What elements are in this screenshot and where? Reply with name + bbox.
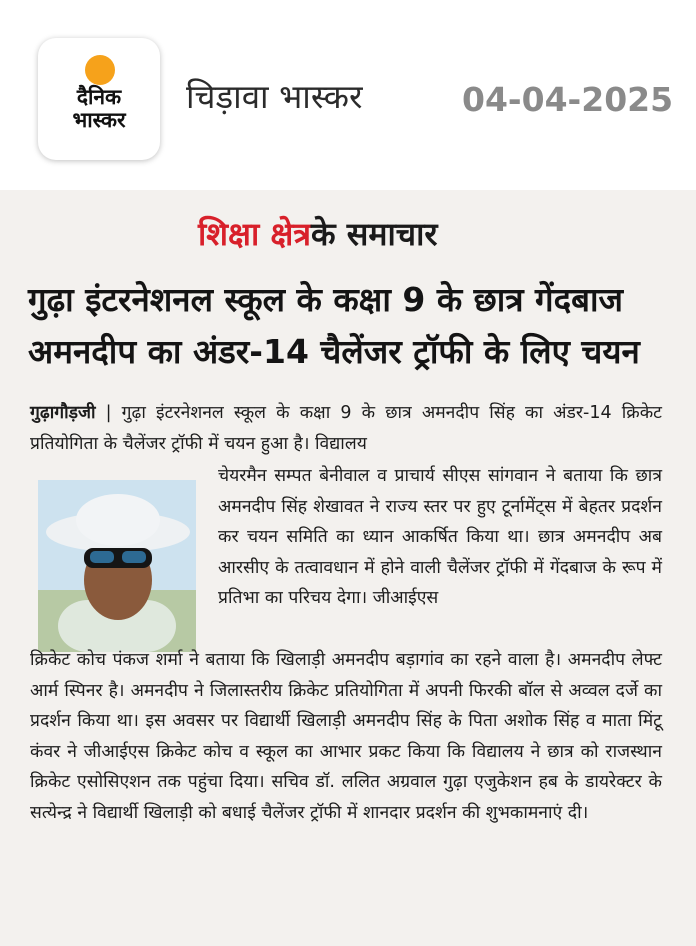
logo-text-line2: भास्कर: [72, 108, 126, 132]
section-heading-red: शिक्षा क्षेत्र: [198, 215, 312, 253]
app-header: [0, 0, 696, 190]
article-paragraph-3: क्रिकेट कोच पंकज शर्मा ने बताया कि खिलाड़ी अमनदीप बड़ागांव का रहने वाला है। अमनदीप लेफ्ट आर्म स्पिनर है। अमनदीप ने जिलास्तरीय क्रिकेट प्रतियोगिता में अपनी फिरकी बॉल से अव्वल दर्जे का प्रदर्शन किया था। इस अवसर पर विद्यार्थी खिलाड़ी अमनदीप सिंह के पिता अशोक सिंह व माता मिंटू कंवर ने जीआईएस क्रिकेट कोच व स्कूल का आभार प्रकट किया कि विद्यालय ने छात्र को राजस्थान क्रिकेट एसोसिएशन तक पहुंचा दिया। सचिव डॉ. ललित अग्रवाल गुढ़ा एजुकेशन हब के डायरेक्टर के सत्येन्द्र ने विद्यार्थी खिलाड़ी को बधाई चैलेंजर ट्रॉफी में शानदार प्रदर्शन की शुभकामनाएं दी।: [30, 650, 662, 823]
paragraph-1-text: | गुढ़ा इंटरनेशनल स्कूल के कक्षा 9 के छात्र अमनदीप सिंह का अंडर-14 क्रिकेट प्रतियोगिता के चैलेंजर ट्रॉफी में चयन हुआ है। विद्यालय: [30, 403, 662, 454]
newspaper-clipping: [0, 190, 696, 946]
sun-icon: [85, 55, 115, 85]
article-paragraph-1: [30, 398, 662, 459]
article-paragraph-2: चेयरमैन सम्पत बेनीवाल व प्राचार्य सीएस सांगवान ने बताया कि छात्र अमनदीप सिंह शेखावत ने राज्य स्तर पर हुए टूर्नामेंट्स में बेहतर प्रदर्शन कर चयन समिति का ध्यान आकर्षित किया था। छात्र अमनदीप अब आरसीए के तत्वावधान में होने वाली चैलेंजर ट्रॉफी में गेंदबाज के रूप में प्रतिभा का परिचय देगा। जीआईएस: [218, 466, 662, 609]
headline-line-2: अमनदीप का अंडर-14 चैलेंजर ट्रॉफी के लिए चयन: [28, 332, 640, 371]
edition-date: 04-04-2025: [462, 80, 674, 119]
edition-title: चिड़ावा भास्कर: [186, 77, 363, 116]
dateline: गुढ़ागौड़जी: [30, 403, 96, 423]
student-photo-illustration: [38, 480, 196, 652]
dainik-bhaskar-logo[interactable]: [38, 38, 160, 160]
logo-text-line1: दैनिक: [76, 85, 122, 109]
section-heading-black: के समाचार: [311, 215, 438, 253]
section-heading: [198, 212, 438, 256]
headline-line-1: गुढ़ा इंटरनेशनल स्कूल के कक्षा 9 के छात्र गेंदबाज: [28, 280, 624, 319]
article-headline: [28, 274, 678, 378]
student-photo: [38, 480, 196, 652]
